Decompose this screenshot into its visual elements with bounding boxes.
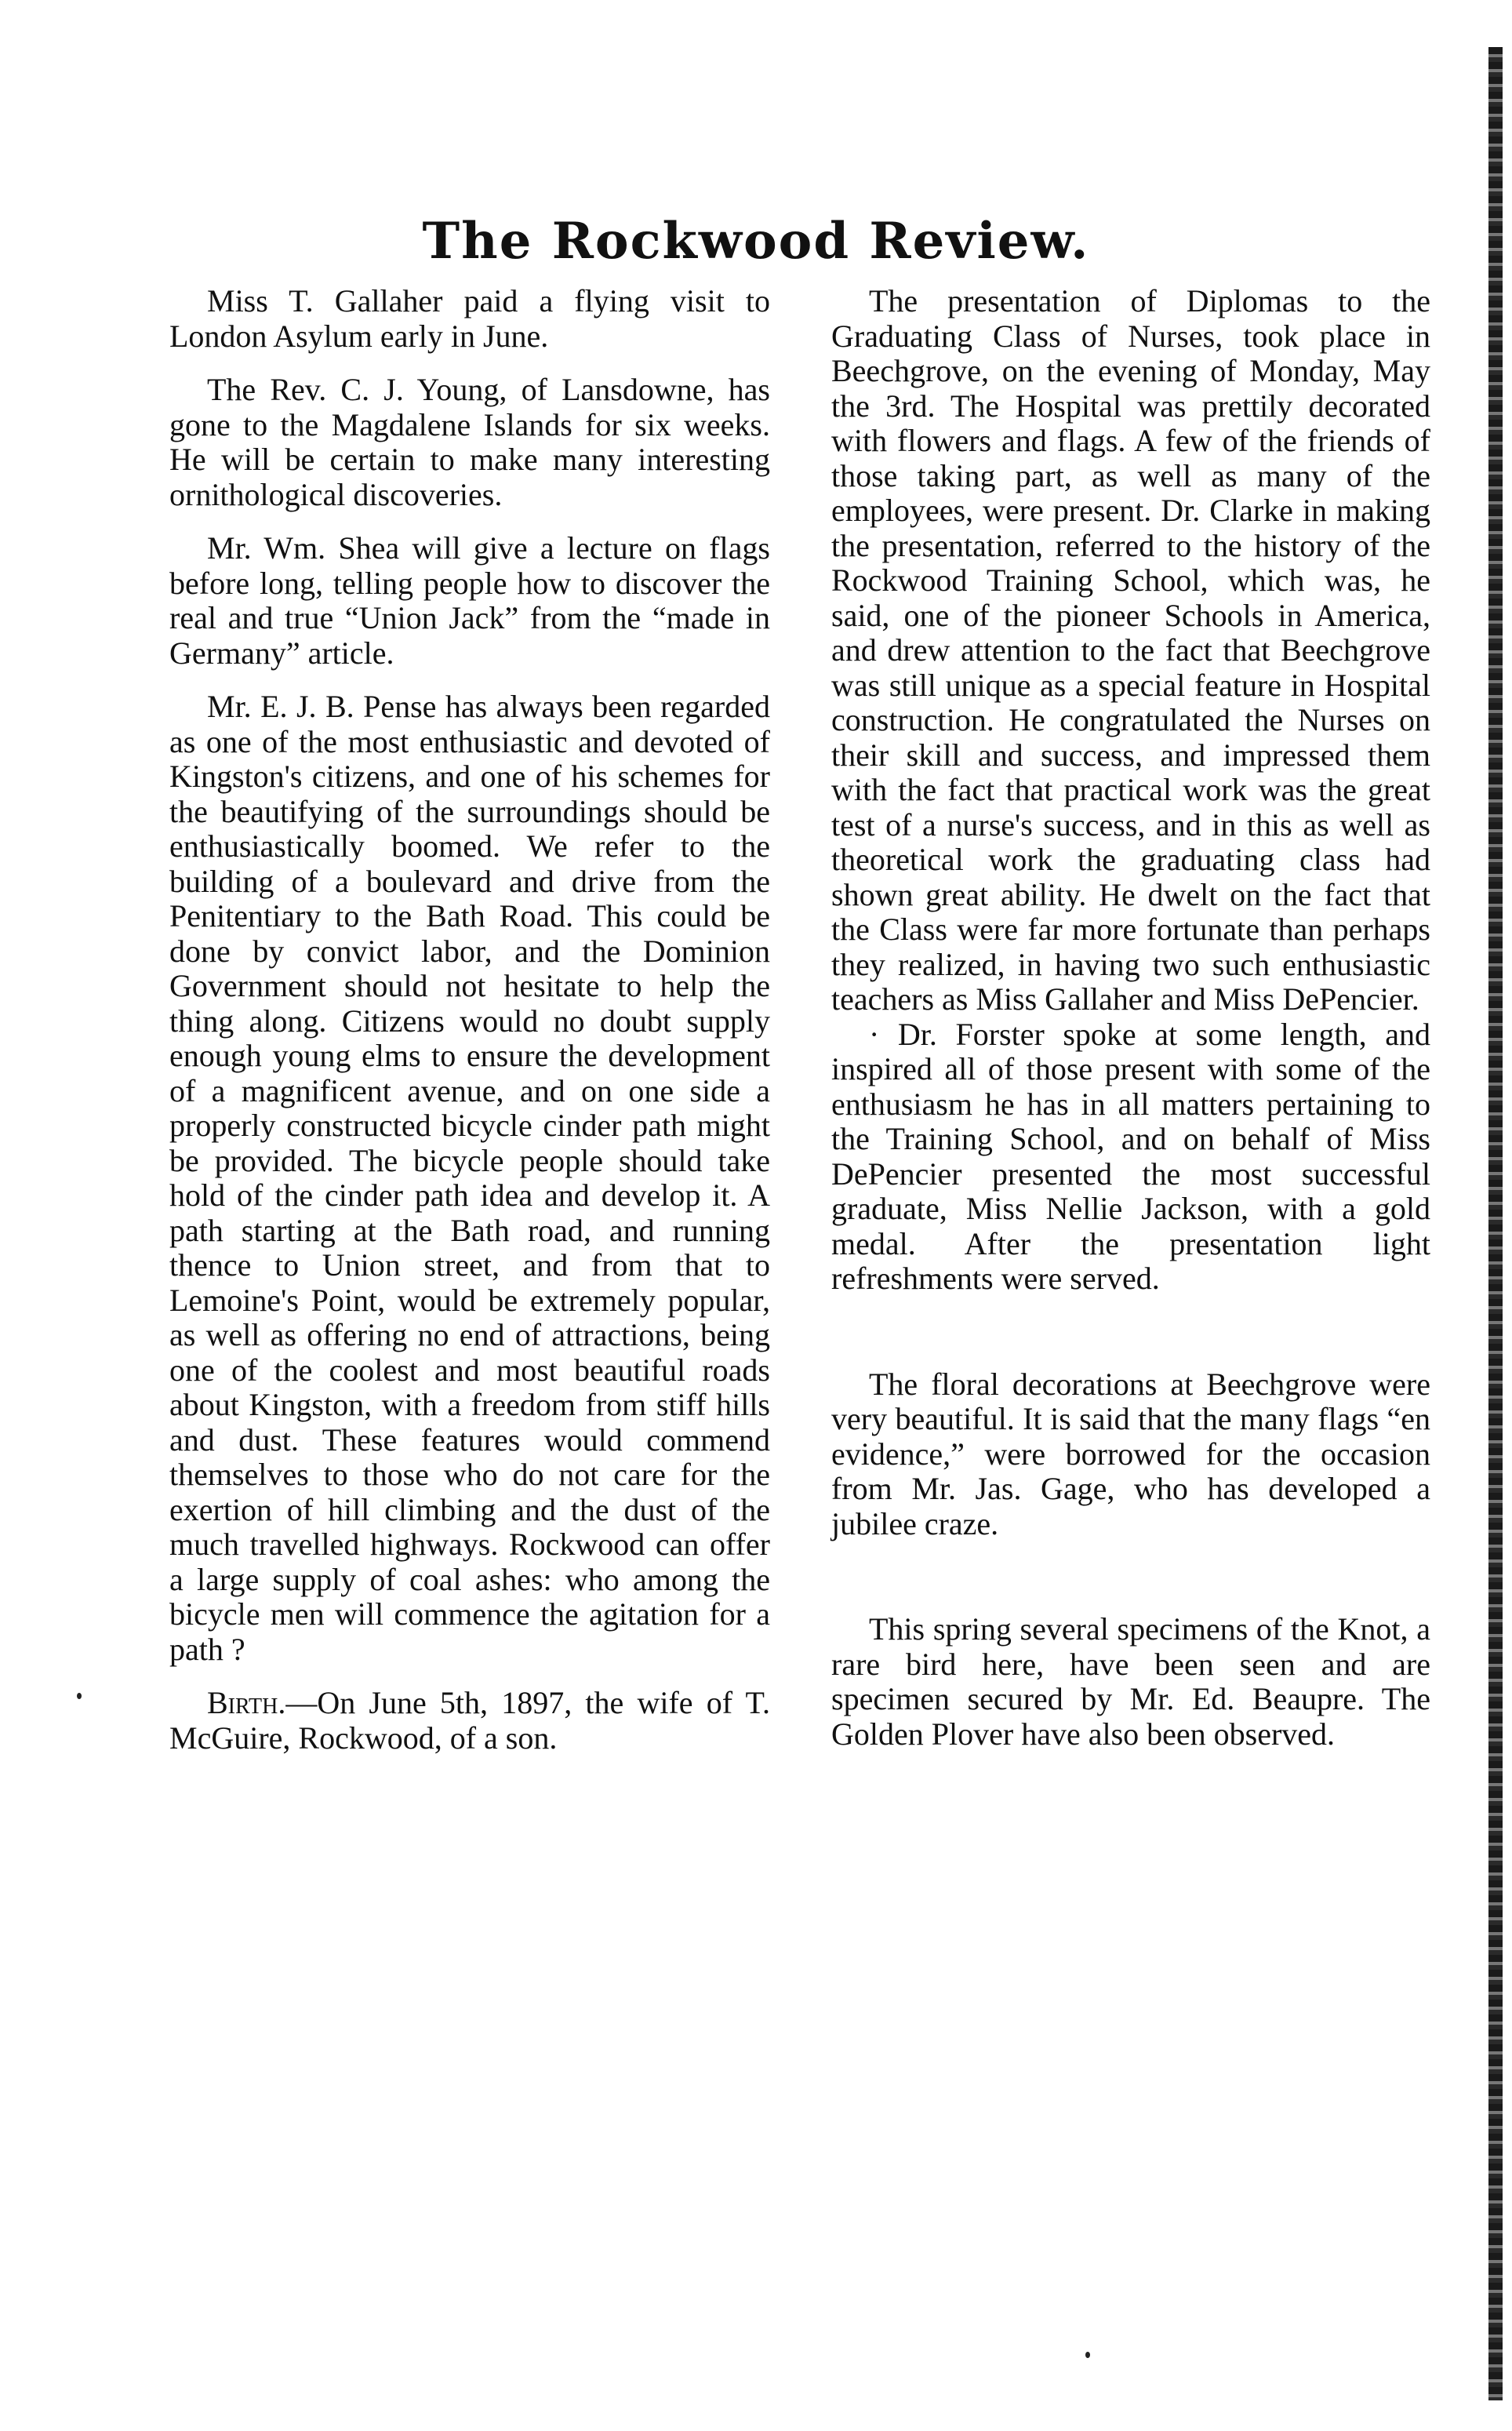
paragraph: Mr. E. J. B. Pense has always been regarded as one of the most enthusiastic and devoted of Kingston's citizens, and one of his schemes for the beautifying of the surroundings should be enthusiastically boomed. We refer to the building of a boulevard and drive from the Penitentiary to the Bath Road. This could be done by convict labor, and the Dominion Government should not hesitate to help the thing along. Citizens would no doubt supply enough young elms to ensure the development of a magnificent avenue, and on one side a properly constructed bicycle cinder path might be provided. The bicycle people should take hold of the cinder path idea and develop it. A path starting at the Bath road, and running thence to Union street, and from that to Lemoine's Point, would be extremely popular, as well as offering no end of attractions, being one of the coolest and most beautiful roads about Kingston, with a freedom from stiff hills and dust. These features would commend themselves to those who do not care for the exertion of hill climbing and the dust of the much travelled highways. Rockwood can offer a large supply of coal ashes: who among the bicycle men will commence the agitation for a path ? [169,689,770,1667]
birth-text: —On June 5th, 1897, the wife of T. McGuire, Rockwood, of a son. [169,1685,770,1756]
ink-speck [77,1693,82,1699]
paragraph: The presentation of Diplomas to the Graduating Class of Nurses, took place in Beechgrove, on the evening of Monday, May the 3rd. The Hospital was prettily decorated with flowers and flags. A few of the friends of those taking part, as well as many of the employees, were present. Dr. Clarke in making the presentation, referred to the history of the Rockwood Training School, which was, he said, one of the pioneer Schools in America, and drew attention to the fact that Beechgrove was still unique as a special feature in Hospital construction. He congratulated the Nurses on their skill and success, and impressed them with the fact that practical work was the great test of a nurse's success, and in this as well as theoretical work the graduating class had shown great ability. He dwelt on the fact that the Class were far more fortunate than perhaps they realized, in having two such enthusiastic teachers as Miss Gallaher and Miss DePencier. [831,283,1430,1017]
right-column [831,284,1430,1770]
ink-speck [1085,2352,1090,2358]
paragraph: The floral decorations at Beechgrove were very beautiful. It is said that the many flags “en evidence,” were borrowed for the occasion from Mr. Jas. Gage, who has developed a jubilee craze. [831,1366,1430,1541]
paragraph: The Rev. C. J. Young, of Lansdowne, has gone to the Magdalene Islands for six weeks. He will be certain to make many interesting ornithological discoveries. [169,372,770,512]
paragraph: Mr. Wm. Shea will give a lecture on flags before long, telling people how to discover the real and true “Union Jack” from the “made in Germany” article. [169,530,770,671]
page-title: The Rockwood Review. [422,212,1090,271]
paragraph: · Dr. Forster spoke at some length, and inspired all of those present with some of the enthusiasm he has in all matters pertaining to the Training School, and on behalf of Miss DePencier presented the most successful graduate, Miss Nellie Jackson, with a gold medal. After the presentation light refreshments were served. [831,1016,1430,1296]
left-column [169,284,770,1774]
paragraph: This spring several specimens of the Knot, a rare bird here, have been seen and are specimen secured by Mr. Ed. Beaupre. The Golden Plover have also been observed. [831,1611,1430,1752]
birth-notice [169,1686,770,1756]
paragraph: Miss T. Gallaher paid a flying visit to London Asylum early in June. [169,283,770,354]
birth-label: Birth. [207,1685,286,1720]
page-edge-shadow [1488,47,1503,2400]
